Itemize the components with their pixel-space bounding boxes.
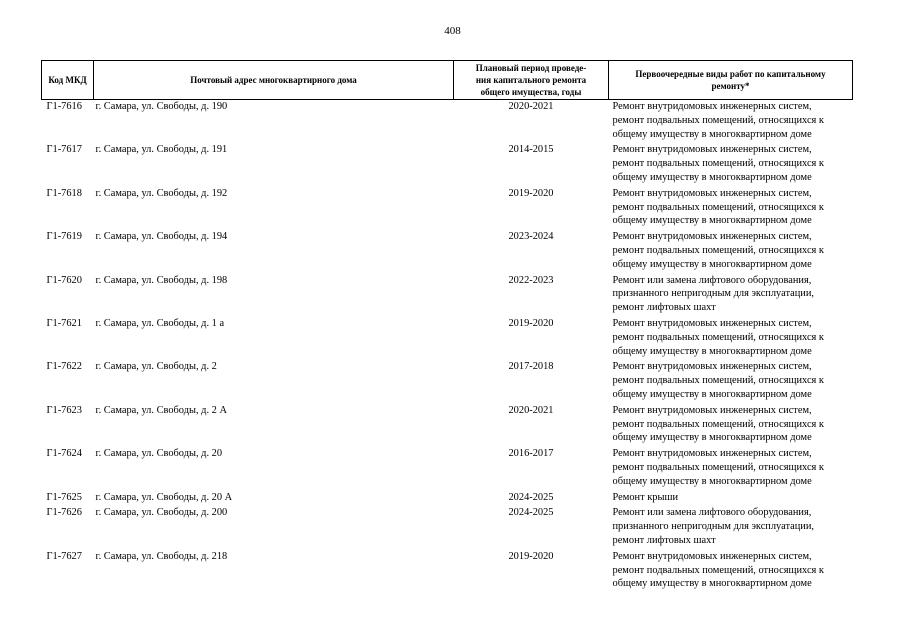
- row-works-line: ремонт лифтовых шахт: [612, 302, 716, 314]
- table-body: [42, 100, 853, 594]
- row-works-line: Ремонт внутридомовых инженерных систем,: [612, 101, 812, 112]
- row-code: Г1-7621: [46, 317, 82, 329]
- row-works-line: Ремонт внутридомовых инженерных систем,: [612, 361, 812, 373]
- row-works-line: ремонт подвальных помещений, относящихся к: [612, 114, 824, 126]
- row-works: [609, 404, 853, 447]
- header-period: [454, 61, 609, 100]
- table-row: [42, 491, 853, 507]
- table-row: [42, 550, 853, 593]
- row-address: г. Самара, ул. Свободы, д. 2 А: [95, 404, 227, 416]
- row-works-line: общему имуществу в многоквартирном доме: [612, 128, 812, 140]
- row-works-line: признанного непригодным для эксплуатации,: [612, 288, 815, 300]
- row-works-line: ремонт подвальных помещений, относящихся к: [612, 158, 824, 170]
- row-works-line: общему имуществу в многоквартирном доме: [612, 475, 812, 487]
- row-works-line: ремонт подвальных помещений, относящихся к: [612, 375, 824, 387]
- header-period-line: общего имущества, годы: [480, 87, 582, 97]
- row-works-line: общему имуществу в многоквартирном доме: [612, 432, 812, 444]
- row-works: [609, 506, 853, 549]
- row-code: Г1-7620: [46, 274, 82, 286]
- table-row: [42, 506, 853, 549]
- row-period: 2023-2024: [508, 231, 554, 243]
- header-works-line: Первоочередные виды работ по капитальному: [635, 69, 826, 79]
- row-period: 2014-2015: [508, 144, 554, 156]
- row-address: г. Самара, ул. Свободы, д. 20: [95, 448, 223, 460]
- row-address: г. Самара, ул. Свободы, д. 2: [95, 361, 217, 373]
- row-period: 2019-2020: [508, 187, 554, 199]
- row-works: [609, 143, 853, 186]
- row-period: 2017-2018: [508, 361, 554, 373]
- row-code: Г1-7616: [46, 101, 82, 112]
- header-address: Почтовый адрес многоквартирного дома: [94, 61, 454, 100]
- header-period-line: Плановый период проведе-: [475, 63, 587, 73]
- row-period: 2019-2020: [508, 317, 554, 329]
- row-works-line: общему имуществу в многоквартирном доме: [612, 171, 812, 183]
- row-works-line: ремонт лифтовых шахт: [612, 534, 716, 546]
- row-period: 2016-2017: [508, 448, 554, 460]
- table-row: [42, 230, 853, 273]
- row-period: 2024-2025: [508, 507, 554, 519]
- row-works-line: Ремонт внутридомовых инженерных систем,: [612, 317, 812, 329]
- header-works: [609, 61, 853, 100]
- row-address: г. Самара, ул. Свободы, д. 1 а: [95, 317, 225, 329]
- row-works-line: Ремонт внутридомовых инженерных систем,: [612, 550, 812, 562]
- header-period-line: ния капитального ремонта: [475, 75, 587, 85]
- table-row: [42, 100, 853, 144]
- row-works: [609, 491, 853, 507]
- row-period: 2020-2021: [508, 404, 554, 416]
- row-code: Г1-7619: [46, 231, 82, 243]
- row-address: г. Самара, ул. Свободы, д. 192: [95, 187, 228, 199]
- row-code: Г1-7622: [46, 361, 82, 373]
- row-works-line: Ремонт внутридомовых инженерных систем,: [612, 231, 812, 243]
- row-works-line: общему имуществу в многоквартирном доме: [612, 215, 812, 227]
- row-code: Г1-7624: [46, 448, 82, 460]
- row-works-line: ремонт подвальных помещений, относящихся к: [612, 331, 824, 343]
- row-works-line: общему имуществу в многоквартирном доме: [612, 388, 812, 400]
- row-works-line: общему имуществу в многоквартирном доме: [612, 578, 812, 590]
- table-row: [42, 143, 853, 186]
- row-works: [609, 360, 853, 403]
- row-code: Г1-7623: [46, 404, 82, 416]
- row-works-line: Ремонт крыши: [612, 491, 679, 503]
- row-works-line: признанного непригодным для эксплуатации,: [612, 521, 815, 533]
- row-works-line: ремонт подвальных помещений, относящихся к: [612, 201, 824, 213]
- row-works-line: Ремонт или замена лифтового оборудования,: [612, 507, 812, 519]
- row-works: [609, 317, 853, 360]
- page-number: 408: [444, 25, 461, 37]
- row-works: [609, 447, 853, 490]
- row-works-line: общему имуществу в многоквартирном доме: [612, 345, 812, 357]
- row-works-line: Ремонт внутридомовых инженерных систем,: [612, 144, 812, 156]
- row-address: г. Самара, ул. Свободы, д. 190: [95, 101, 228, 112]
- table-row: [42, 274, 853, 317]
- row-works: [609, 100, 853, 144]
- row-period: 2019-2020: [508, 550, 554, 562]
- table-row: [42, 317, 853, 360]
- table-row: [42, 187, 853, 230]
- table-row: [42, 447, 853, 490]
- row-code: Г1-7627: [46, 550, 82, 562]
- row-code: Г1-7617: [46, 144, 82, 156]
- row-period: 2024-2025: [508, 491, 554, 503]
- row-code: Г1-7625: [46, 491, 82, 503]
- row-works: [609, 550, 853, 593]
- row-code: Г1-7626: [46, 507, 82, 519]
- header-code: Код МКД: [42, 61, 94, 100]
- row-period: 2022-2023: [508, 274, 554, 286]
- row-address: г. Самара, ул. Свободы, д. 191: [95, 144, 228, 156]
- row-works: [609, 274, 853, 317]
- row-works-line: Ремонт или замена лифтового оборудования,: [612, 274, 812, 286]
- row-code: Г1-7618: [46, 187, 82, 199]
- row-works: [609, 230, 853, 273]
- table-header-row: [42, 61, 853, 100]
- capital-repair-table: [41, 60, 853, 593]
- row-works-line: Ремонт внутридомовых инженерных систем,: [612, 187, 812, 199]
- table-row: [42, 404, 853, 447]
- row-works-line: ремонт подвальных помещений, относящихся к: [612, 461, 824, 473]
- row-address: г. Самара, ул. Свободы, д. 218: [95, 550, 228, 562]
- row-address: г. Самара, ул. Свободы, д. 20 А: [95, 491, 233, 503]
- row-period: 2020-2021: [508, 101, 554, 112]
- row-works-line: ремонт подвальных помещений, относящихся к: [612, 244, 824, 256]
- row-address: г. Самара, ул. Свободы, д. 198: [95, 274, 228, 286]
- row-works-line: общему имуществу в многоквартирном доме: [612, 258, 812, 270]
- row-works: [609, 187, 853, 230]
- row-works-line: Ремонт внутридомовых инженерных систем,: [612, 448, 812, 460]
- row-works-line: ремонт подвальных помещений, относящихся к: [612, 564, 824, 576]
- row-address: г. Самара, ул. Свободы, д. 194: [95, 231, 228, 243]
- row-address: г. Самара, ул. Свободы, д. 200: [95, 507, 228, 519]
- row-works-line: Ремонт внутридомовых инженерных систем,: [612, 404, 812, 416]
- header-works-line: ремонту*: [711, 81, 750, 91]
- row-works-line: ремонт подвальных помещений, относящихся к: [612, 418, 824, 430]
- table-row: [42, 360, 853, 403]
